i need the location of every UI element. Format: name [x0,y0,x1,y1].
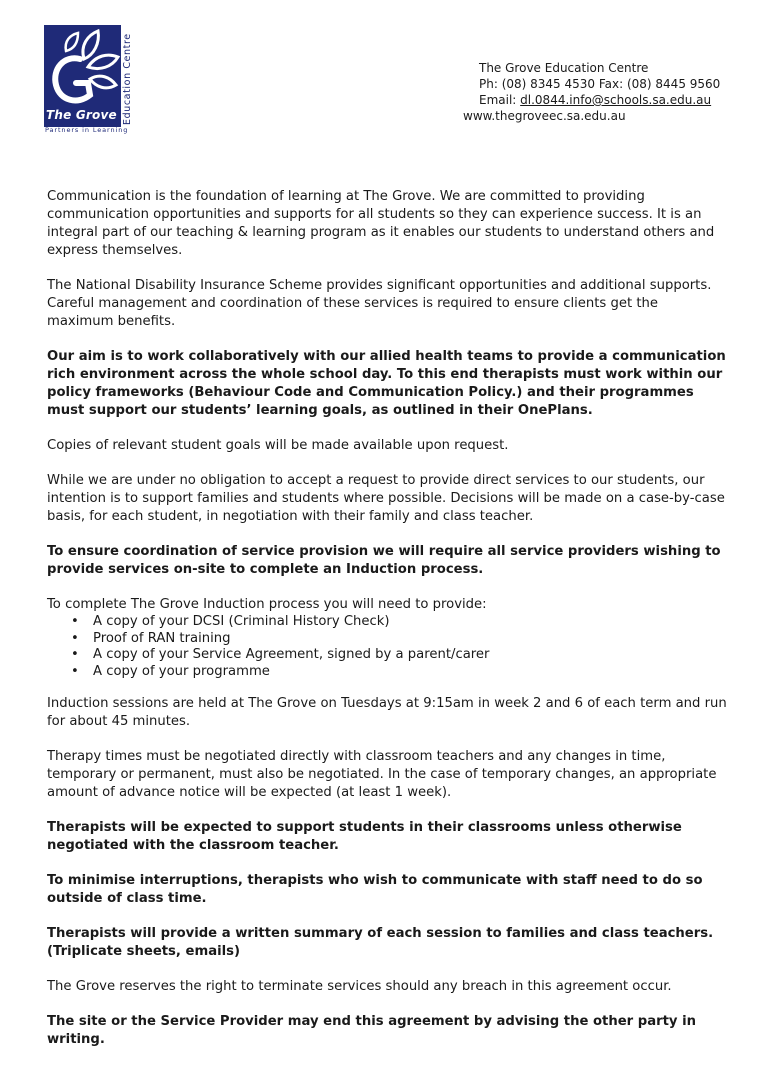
paragraph-aim: Our aim is to work collaboratively with our allied health teams to provide a communication rich environment across the whole school day. To this end therapists must work within our policy frameworks (Behaviour Code and Communication Policy.) and their programmes must support our students’ learning goals, as outlined in their OnePlans. [47,349,726,418]
paragraph-termination: The Grove reserves the right to terminate services should any breach in this agreement occur. [47,979,672,994]
logo-name: The Grove [46,108,117,122]
paragraph-classroom-support: Therapists will be expected to support students in their classrooms unless otherwise negotiated with the classroom teacher. [47,820,682,853]
email-label: Email: [479,93,521,107]
paragraph-therapy-times: Therapy times must be negotiated directly with classroom teachers and any changes in time, temporary or permanent, must also be negotiated. In the case of temporary changes, an appropriate amount of advance notice will be expected (at least 1 week). [47,749,717,800]
org-name: The Grove Education Centre [479,61,649,75]
logo-side-text: Education Centre [122,33,133,125]
paragraph-intro: Communication is the foundation of learning at The Grove. We are committed to providing communication opportunities and supports for all students so they can experience success. It is an integral part of our teaching & learning program as it enables our students to understand others and express themselves. [47,189,715,258]
list-item: • Proof of RAN training [93,631,727,648]
paragraph-ndis: The National Disability Insurance Scheme provides significant opportunities and additional supports. Careful management and coordination of these services is required to ensure clients get the maximum benefits. [47,278,712,329]
paragraph-induction-intro: To complete The Grove Induction process you will need to provide: [47,597,487,612]
paragraph-copies: Copies of relevant student goals will be made available upon request. [47,438,509,453]
phone-fax: Ph: (08) 8345 4530 Fax: (08) 8445 9560 [479,77,721,91]
document-body [47,188,727,1066]
paragraph-obligation: While we are under no obligation to accept a request to provide direct services to our students, our intention is to support families and students where possible. Decisions will be made on a case-by-case basis, for each student, in negotiation with their family and class teacher. [47,473,725,524]
email-line [463,92,720,108]
paragraph-summary: Therapists will provide a written summary of each session to families and class teachers. (Triplicate sheets, emails) [47,926,714,959]
paragraph-sessions: Induction sessions are held at The Grove on Tuesdays at 9:15am in week 2 and 6 of each term and run for about 45 minutes. [47,696,727,729]
contact-block [463,60,720,124]
paragraph-end-agreement: The site or the Service Provider may end this agreement by advising the other party in writing. [47,1014,697,1047]
list-item: • A copy of your programme [93,664,727,681]
email-link[interactable]: dl.0844.info@schools.sa.edu.au [520,93,712,107]
paragraph-coordination: To ensure coordination of service provision we will require all service providers wishing to provide services on-site to complete an Induction process. [47,544,721,577]
school-logo [44,25,134,137]
list-item: • A copy of your Service Agreement, signed by a parent/carer [93,647,727,664]
requirements-list [47,614,727,680]
paragraph-interruptions: To minimise interruptions, therapists who wish to communicate with staff need to do so outside of class time. [47,873,703,906]
logo-emblem [44,25,121,127]
website: www.thegroveec.sa.edu.au [463,109,626,123]
logo-tagline: Partners in Learning [45,126,129,134]
list-item: • A copy of your DCSI (Criminal History Check) [93,614,727,631]
